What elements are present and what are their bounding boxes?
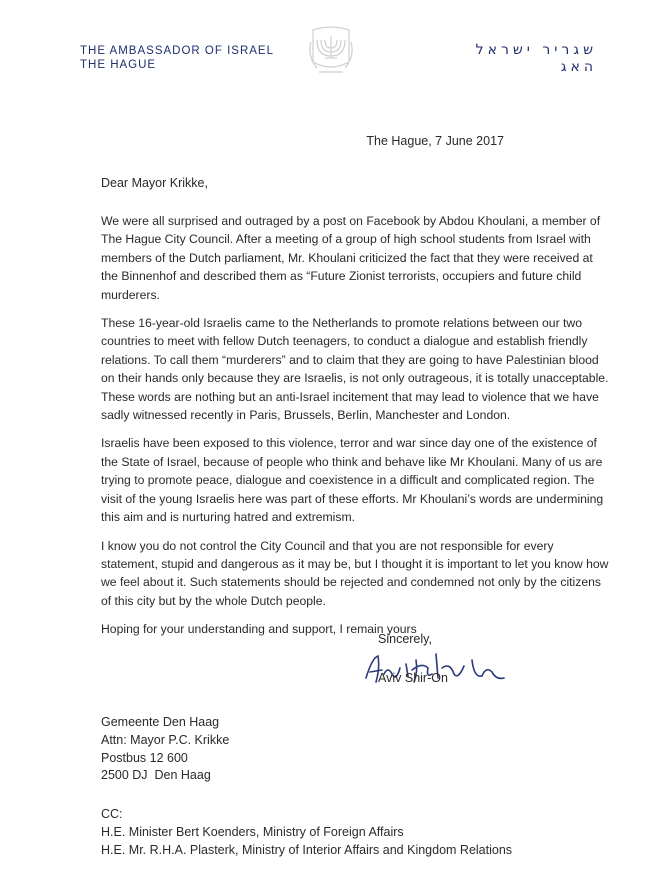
cc-block: [101, 806, 512, 859]
letter-body: [101, 212, 613, 649]
address-line: Attn: Mayor P.C. Krikke: [101, 732, 230, 747]
paragraph-2: These 16-year-old Israelis came to the Netherlands to promote relations between our two countries to meet with fellow Dutch teenagers, to conduct a dialogue and establish friendly relations. To call them “murderers” and to claim that they are going to have Palestinian blood on their hands only because they are Israelis, is not only outrageous, it is totally unacceptable. These words are nothing but an anti-Israel incitement that may lead to violence that we have sadly witnessed recently in Paris, Brussels, Berlin, Manchester and London.: [101, 316, 609, 423]
address-line: 2500 DJ Den Haag: [101, 768, 211, 783]
cc-label: CC:: [101, 807, 123, 821]
letterhead-city: THE HAGUE: [80, 59, 157, 71]
menorah-emblem-icon: [305, 22, 357, 78]
letterhead-hebrew: [397, 42, 597, 76]
letterhead-hebrew-city: האג: [560, 59, 597, 75]
cc-recipient: H.E. Minister Bert Koenders, Ministry of Foreign Affairs: [101, 824, 404, 839]
salutation: Dear Mayor Krikke,: [101, 176, 208, 190]
cc-recipient: H.E. Mr. R.H.A. Plasterk, Ministry of Interior Affairs and Kingdom Relations: [101, 842, 513, 857]
letterhead-title: THE AMBASSADOR OF ISRAEL: [80, 45, 274, 57]
paragraph-3: Israelis have been exposed to this violence, terror and war since day one of the existence of the State of Israel, because of people who think and behave like Mr Khoulani. Many of us are trying to promote peace, dialogue and coexistence in a difficult and complicated region. The visit of the young Israelis here was part of these efforts. Mr Khoulani’s words are undermining this aim and is nurturing hatred and extremism.: [101, 436, 604, 525]
letterhead-english: [80, 44, 274, 72]
paragraph-4: I know you do not control the City Council and that you are not responsible for every statement, stupid and dangerous as it may be, but I thought it is important to let you know how we feel about it. Such statements should be rejected and condemned not only by the citizens of this city but by the whole Dutch people.: [101, 538, 609, 608]
recipient-address: [101, 714, 229, 785]
address-line: Gemeente Den Haag: [101, 715, 220, 729]
closing: Sincerely,: [378, 632, 432, 646]
address-line: Postbus 12 600: [101, 750, 188, 765]
letter-date: The Hague, 7 June 2017: [366, 134, 504, 148]
paragraph-1: We were all surprised and outraged by a post on Facebook by Abdou Khoulani, a member of The Hague City Council. After a meeting of a group of high school students from Israel with members of the Dutch parliament, Mr. Khoulani criticized the fact that they were received at the Binnenhof and described them as “Future Zionist terrorists, occupiers and future child murderers.: [101, 214, 601, 302]
signer-name: Aviv Shir-On: [378, 671, 448, 685]
letterhead-hebrew-title: שגריר ישראל: [475, 42, 597, 58]
paragraph-5: Hoping for your understanding and support, I remain yours: [101, 622, 417, 637]
